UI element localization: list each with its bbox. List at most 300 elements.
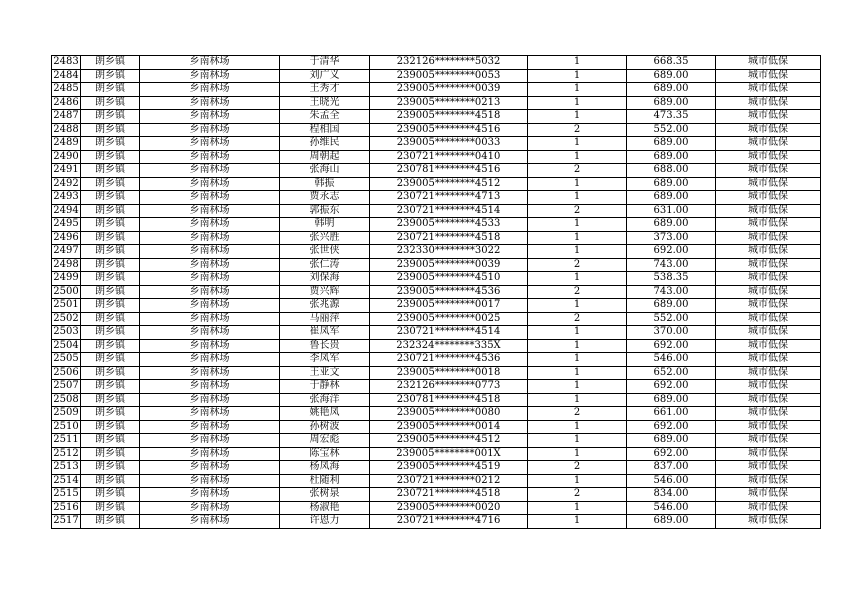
amount-cell: 743.00 [627,258,716,272]
id-number-cell: 230721********0212 [370,474,528,488]
household-count-cell: 1 [528,218,627,232]
row-number-cell: 2516 [53,501,79,513]
row-number-cell: 2492 [53,177,79,189]
town-cell: 朗乡镇 [81,474,140,488]
amount-cell: 546.00 [627,501,716,515]
benefit-type-cell: 城市低保 [716,366,821,380]
unit-cell: 乡南林场 [140,69,280,83]
unit-cell: 乡南林场 [140,272,280,286]
id-number-cell: 239005********0025 [370,312,528,326]
name-cell: 张兴胜 [280,231,370,245]
name-cell: 张树泉 [280,488,370,502]
id-number-cell: 239005********4536 [370,285,528,299]
row-number-cell: 2485 [53,83,79,95]
town-cell: 朗乡镇 [81,380,140,394]
household-count-cell: 1 [528,515,627,529]
table-row [52,204,821,218]
unit-cell: 乡南林场 [140,258,280,272]
amount-cell: 692.00 [627,420,716,434]
town-cell: 朗乡镇 [81,501,140,515]
table-row [52,96,821,110]
table-row [52,488,821,502]
table-row [52,515,821,529]
unit-cell: 乡南林场 [140,177,280,191]
table-row [52,393,821,407]
town-cell: 朗乡镇 [81,204,140,218]
id-number-cell: 239005********0033 [370,137,528,151]
unit-cell: 乡南林场 [140,393,280,407]
name-cell: 鲁长贵 [280,339,370,353]
name-cell: 张世侠 [280,245,370,259]
id-number-cell: 239005********0213 [370,96,528,110]
amount-cell: 370.00 [627,326,716,340]
household-count-cell: 1 [528,434,627,448]
table-row [52,218,821,232]
town-cell: 朗乡镇 [81,96,140,110]
row-number-cell: 2494 [53,204,79,216]
town-cell: 朗乡镇 [81,231,140,245]
table-row [52,407,821,421]
row-number-cell: 2495 [53,218,79,230]
benefit-type-cell: 城市低保 [716,434,821,448]
id-number-cell: 230721********4716 [370,515,528,529]
amount-cell: 546.00 [627,474,716,488]
town-cell: 朗乡镇 [81,191,140,205]
amount-cell: 689.00 [627,218,716,232]
row-number-cell: 2502 [53,312,79,324]
amount-cell: 546.00 [627,353,716,367]
name-cell: 张仁涛 [280,258,370,272]
town-cell: 朗乡镇 [81,56,140,70]
id-number-cell: 239005********0039 [370,258,528,272]
id-number-cell: 230721********4518 [370,231,528,245]
name-cell: 姚艳凤 [280,407,370,421]
town-cell: 朗乡镇 [81,407,140,421]
row-number-cell: 2489 [53,137,79,149]
table-row [52,69,821,83]
table-row [52,177,821,191]
name-cell: 刘广义 [280,69,370,83]
benefit-type-cell: 城市低保 [716,56,821,70]
id-number-cell: 239005********4533 [370,218,528,232]
name-cell: 于清华 [280,56,370,70]
town-cell: 朗乡镇 [81,488,140,502]
unit-cell: 乡南林场 [140,501,280,515]
unit-cell: 乡南林场 [140,285,280,299]
name-cell: 贾永志 [280,191,370,205]
row-number-cell: 2500 [53,285,79,297]
row-number-cell: 2505 [53,353,79,365]
name-cell: 周朝起 [280,150,370,164]
table-row [52,501,821,515]
household-count-cell: 1 [528,150,627,164]
name-cell: 王亚文 [280,366,370,380]
row-number-cell: 2514 [53,474,79,486]
amount-cell: 661.00 [627,407,716,421]
amount-cell: 743.00 [627,285,716,299]
amount-cell: 689.00 [627,191,716,205]
benefit-type-cell: 城市低保 [716,83,821,97]
amount-cell: 837.00 [627,461,716,475]
name-cell: 李凤军 [280,353,370,367]
town-cell: 朗乡镇 [81,353,140,367]
amount-cell: 552.00 [627,123,716,137]
benefit-type-cell: 城市低保 [716,96,821,110]
id-number-cell: 239005********4518 [370,110,528,124]
town-cell: 朗乡镇 [81,461,140,475]
household-count-cell: 1 [528,272,627,286]
id-number-cell: 230721********4713 [370,191,528,205]
amount-cell: 692.00 [627,380,716,394]
id-number-cell: 239005********0053 [370,69,528,83]
town-cell: 朗乡镇 [81,258,140,272]
name-cell: 张兆源 [280,299,370,313]
unit-cell: 乡南林场 [140,150,280,164]
table-row [52,285,821,299]
town-cell: 朗乡镇 [81,137,140,151]
town-cell: 朗乡镇 [81,434,140,448]
household-count-cell: 1 [528,339,627,353]
unit-cell: 乡南林场 [140,326,280,340]
table-row [52,326,821,340]
unit-cell: 乡南林场 [140,339,280,353]
town-cell: 朗乡镇 [81,177,140,191]
table-row [52,353,821,367]
unit-cell: 乡南林场 [140,56,280,70]
benefit-type-cell: 城市低保 [716,501,821,515]
town-cell: 朗乡镇 [81,299,140,313]
unit-cell: 乡南林场 [140,96,280,110]
benefit-type-cell: 城市低保 [716,339,821,353]
amount-cell: 692.00 [627,447,716,461]
household-count-cell: 1 [528,353,627,367]
amount-cell: 689.00 [627,177,716,191]
row-number-cell: 2509 [53,407,79,419]
town-cell: 朗乡镇 [81,393,140,407]
household-count-cell: 1 [528,380,627,394]
benefit-type-cell: 城市低保 [716,177,821,191]
table-row [52,339,821,353]
unit-cell: 乡南林场 [140,488,280,502]
table-row [52,123,821,137]
unit-cell: 乡南林场 [140,245,280,259]
name-cell: 贾兴辉 [280,285,370,299]
benefit-type-cell: 城市低保 [716,461,821,475]
name-cell: 周宏彪 [280,434,370,448]
id-number-cell: 230721********4514 [370,326,528,340]
town-cell: 朗乡镇 [81,218,140,232]
id-number-cell: 239005********0020 [370,501,528,515]
amount-cell: 631.00 [627,204,716,218]
table-row [52,110,821,124]
town-cell: 朗乡镇 [81,123,140,137]
household-count-cell: 1 [528,299,627,313]
amount-cell: 473.35 [627,110,716,124]
town-cell: 朗乡镇 [81,83,140,97]
town-cell: 朗乡镇 [81,245,140,259]
benefit-type-cell: 城市低保 [716,191,821,205]
benefit-type-cell: 城市低保 [716,285,821,299]
id-number-cell: 230721********4536 [370,353,528,367]
name-cell: 郭振东 [280,204,370,218]
benefit-table [51,55,821,529]
unit-cell: 乡南林场 [140,380,280,394]
row-number-cell: 2493 [53,191,79,203]
amount-cell: 689.00 [627,299,716,313]
row-number-cell: 2490 [53,150,79,162]
name-cell: 王秀才 [280,83,370,97]
name-cell: 刘保海 [280,272,370,286]
id-number-cell: 230721********4518 [370,488,528,502]
household-count-cell: 2 [528,312,627,326]
id-number-cell: 232330********3022 [370,245,528,259]
table-row [52,312,821,326]
amount-cell: 652.00 [627,366,716,380]
row-number-cell: 2503 [53,326,79,338]
household-count-cell: 1 [528,447,627,461]
table-row [52,447,821,461]
table-row [52,56,821,70]
id-number-cell: 239005********0080 [370,407,528,421]
amount-cell: 834.00 [627,488,716,502]
household-count-cell: 1 [528,393,627,407]
town-cell: 朗乡镇 [81,339,140,353]
town-cell: 朗乡镇 [81,326,140,340]
id-number-cell: 232324********335X [370,339,528,353]
benefit-type-cell: 城市低保 [716,474,821,488]
amount-cell: 689.00 [627,96,716,110]
benefit-type-cell: 城市低保 [716,272,821,286]
id-number-cell: 239005********001X [370,447,528,461]
row-number-cell: 2501 [53,299,79,311]
id-number-cell: 239005********0017 [370,299,528,313]
unit-cell: 乡南林场 [140,353,280,367]
town-cell: 朗乡镇 [81,110,140,124]
amount-cell: 689.00 [627,515,716,529]
name-cell: 崔凤军 [280,326,370,340]
name-cell: 韩振 [280,177,370,191]
name-cell: 陈宝林 [280,447,370,461]
row-number-cell: 2511 [53,434,79,446]
row-number-cell: 2508 [53,393,79,405]
unit-cell: 乡南林场 [140,420,280,434]
row-number-cell: 2512 [53,447,79,459]
table-row [52,380,821,394]
household-count-cell: 1 [528,137,627,151]
unit-cell: 乡南林场 [140,312,280,326]
name-cell: 杨凤海 [280,461,370,475]
household-count-cell: 1 [528,366,627,380]
row-number-cell: 2517 [53,515,79,527]
unit-cell: 乡南林场 [140,515,280,529]
unit-cell: 乡南林场 [140,218,280,232]
household-count-cell: 2 [528,204,627,218]
town-cell: 朗乡镇 [81,164,140,178]
benefit-type-cell: 城市低保 [716,150,821,164]
unit-cell: 乡南林场 [140,299,280,313]
benefit-type-cell: 城市低保 [716,204,821,218]
table-row [52,366,821,380]
row-number-cell: 2496 [53,231,79,243]
table-row [52,272,821,286]
table-row [52,83,821,97]
id-number-cell: 232126********0773 [370,380,528,394]
household-count-cell: 2 [528,123,627,137]
benefit-type-cell: 城市低保 [716,245,821,259]
benefit-type-cell: 城市低保 [716,447,821,461]
benefit-type-cell: 城市低保 [716,231,821,245]
amount-cell: 689.00 [627,83,716,97]
id-number-cell: 239005********0039 [370,83,528,97]
town-cell: 朗乡镇 [81,285,140,299]
id-number-cell: 230721********4514 [370,204,528,218]
id-number-cell: 239005********4512 [370,177,528,191]
benefit-type-cell: 城市低保 [716,420,821,434]
table-row [52,258,821,272]
unit-cell: 乡南林场 [140,83,280,97]
amount-cell: 688.00 [627,164,716,178]
household-count-cell: 1 [528,177,627,191]
amount-cell: 538.35 [627,272,716,286]
benefit-type-cell: 城市低保 [716,258,821,272]
name-cell: 张海山 [280,164,370,178]
name-cell: 杨淑艳 [280,501,370,515]
household-count-cell: 1 [528,96,627,110]
benefit-type-cell: 城市低保 [716,380,821,394]
name-cell: 杜随利 [280,474,370,488]
town-cell: 朗乡镇 [81,447,140,461]
benefit-type-cell: 城市低保 [716,353,821,367]
row-number-cell: 2499 [53,272,79,284]
id-number-cell: 232126********5032 [370,56,528,70]
amount-cell: 689.00 [627,150,716,164]
table-row [52,164,821,178]
benefit-type-cell: 城市低保 [716,488,821,502]
benefit-type-cell: 城市低保 [716,69,821,83]
amount-cell: 373.00 [627,231,716,245]
table-row [52,474,821,488]
town-cell: 朗乡镇 [81,69,140,83]
row-number-cell: 2486 [53,96,79,108]
name-cell: 韩明 [280,218,370,232]
amount-cell: 689.00 [627,137,716,151]
name-cell: 许恩力 [280,515,370,529]
benefit-type-cell: 城市低保 [716,110,821,124]
table-row [52,137,821,151]
household-count-cell: 1 [528,110,627,124]
benefit-type-cell: 城市低保 [716,299,821,313]
name-cell: 孙树波 [280,420,370,434]
name-cell: 朱孟全 [280,110,370,124]
benefit-type-cell: 城市低保 [716,407,821,421]
row-number-cell: 2487 [53,110,79,122]
unit-cell: 乡南林场 [140,204,280,218]
unit-cell: 乡南林场 [140,461,280,475]
table-row [52,420,821,434]
amount-cell: 689.00 [627,393,716,407]
household-count-cell: 1 [528,245,627,259]
benefit-type-cell: 城市低保 [716,393,821,407]
unit-cell: 乡南林场 [140,407,280,421]
unit-cell: 乡南林场 [140,474,280,488]
benefit-type-cell: 城市低保 [716,218,821,232]
row-number-cell: 2515 [53,488,79,500]
household-count-cell: 1 [528,326,627,340]
unit-cell: 乡南林场 [140,191,280,205]
table-row [52,434,821,448]
town-cell: 朗乡镇 [81,420,140,434]
unit-cell: 乡南林场 [140,137,280,151]
town-cell: 朗乡镇 [81,366,140,380]
row-number-cell: 2491 [53,164,79,176]
benefit-type-cell: 城市低保 [716,137,821,151]
row-number-cell: 2513 [53,461,79,473]
benefit-type-cell: 城市低保 [716,312,821,326]
row-number-cell: 2497 [53,245,79,257]
household-count-cell: 2 [528,488,627,502]
unit-cell: 乡南林场 [140,231,280,245]
amount-cell: 689.00 [627,69,716,83]
town-cell: 朗乡镇 [81,150,140,164]
table-body [52,56,821,529]
household-count-cell: 2 [528,164,627,178]
id-number-cell: 239005********4519 [370,461,528,475]
id-number-cell: 230781********4518 [370,393,528,407]
id-number-cell: 239005********4510 [370,272,528,286]
id-number-cell: 230721********0410 [370,150,528,164]
benefit-type-cell: 城市低保 [716,164,821,178]
row-number-cell: 2507 [53,380,79,392]
table-row [52,461,821,475]
unit-cell: 乡南林场 [140,434,280,448]
benefit-type-cell: 城市低保 [716,123,821,137]
id-number-cell: 239005********4512 [370,434,528,448]
name-cell: 孙维民 [280,137,370,151]
household-count-cell: 2 [528,285,627,299]
household-count-cell: 2 [528,461,627,475]
row-number-cell: 2510 [53,420,79,432]
benefit-type-cell: 城市低保 [716,326,821,340]
name-cell: 于静林 [280,380,370,394]
table-row [52,150,821,164]
household-count-cell: 1 [528,56,627,70]
household-count-cell: 1 [528,69,627,83]
unit-cell: 乡南林场 [140,164,280,178]
household-count-cell: 2 [528,258,627,272]
household-count-cell: 1 [528,191,627,205]
benefit-type-cell: 城市低保 [716,515,821,529]
household-count-cell: 2 [528,407,627,421]
town-cell: 朗乡镇 [81,272,140,286]
id-number-cell: 230781********4516 [370,164,528,178]
row-number-cell: 2483 [53,56,79,68]
name-cell: 程相国 [280,123,370,137]
amount-cell: 692.00 [627,339,716,353]
table-row [52,191,821,205]
table-row [52,231,821,245]
amount-cell: 689.00 [627,434,716,448]
household-count-cell: 1 [528,83,627,97]
unit-cell: 乡南林场 [140,110,280,124]
household-count-cell: 1 [528,231,627,245]
table-row [52,299,821,313]
row-number-cell: 2484 [53,69,79,81]
unit-cell: 乡南林场 [140,123,280,137]
row-number-cell: 2488 [53,123,79,135]
amount-cell: 668.35 [627,56,716,70]
id-number-cell: 239005********0018 [370,366,528,380]
row-number-cell: 2498 [53,258,79,270]
